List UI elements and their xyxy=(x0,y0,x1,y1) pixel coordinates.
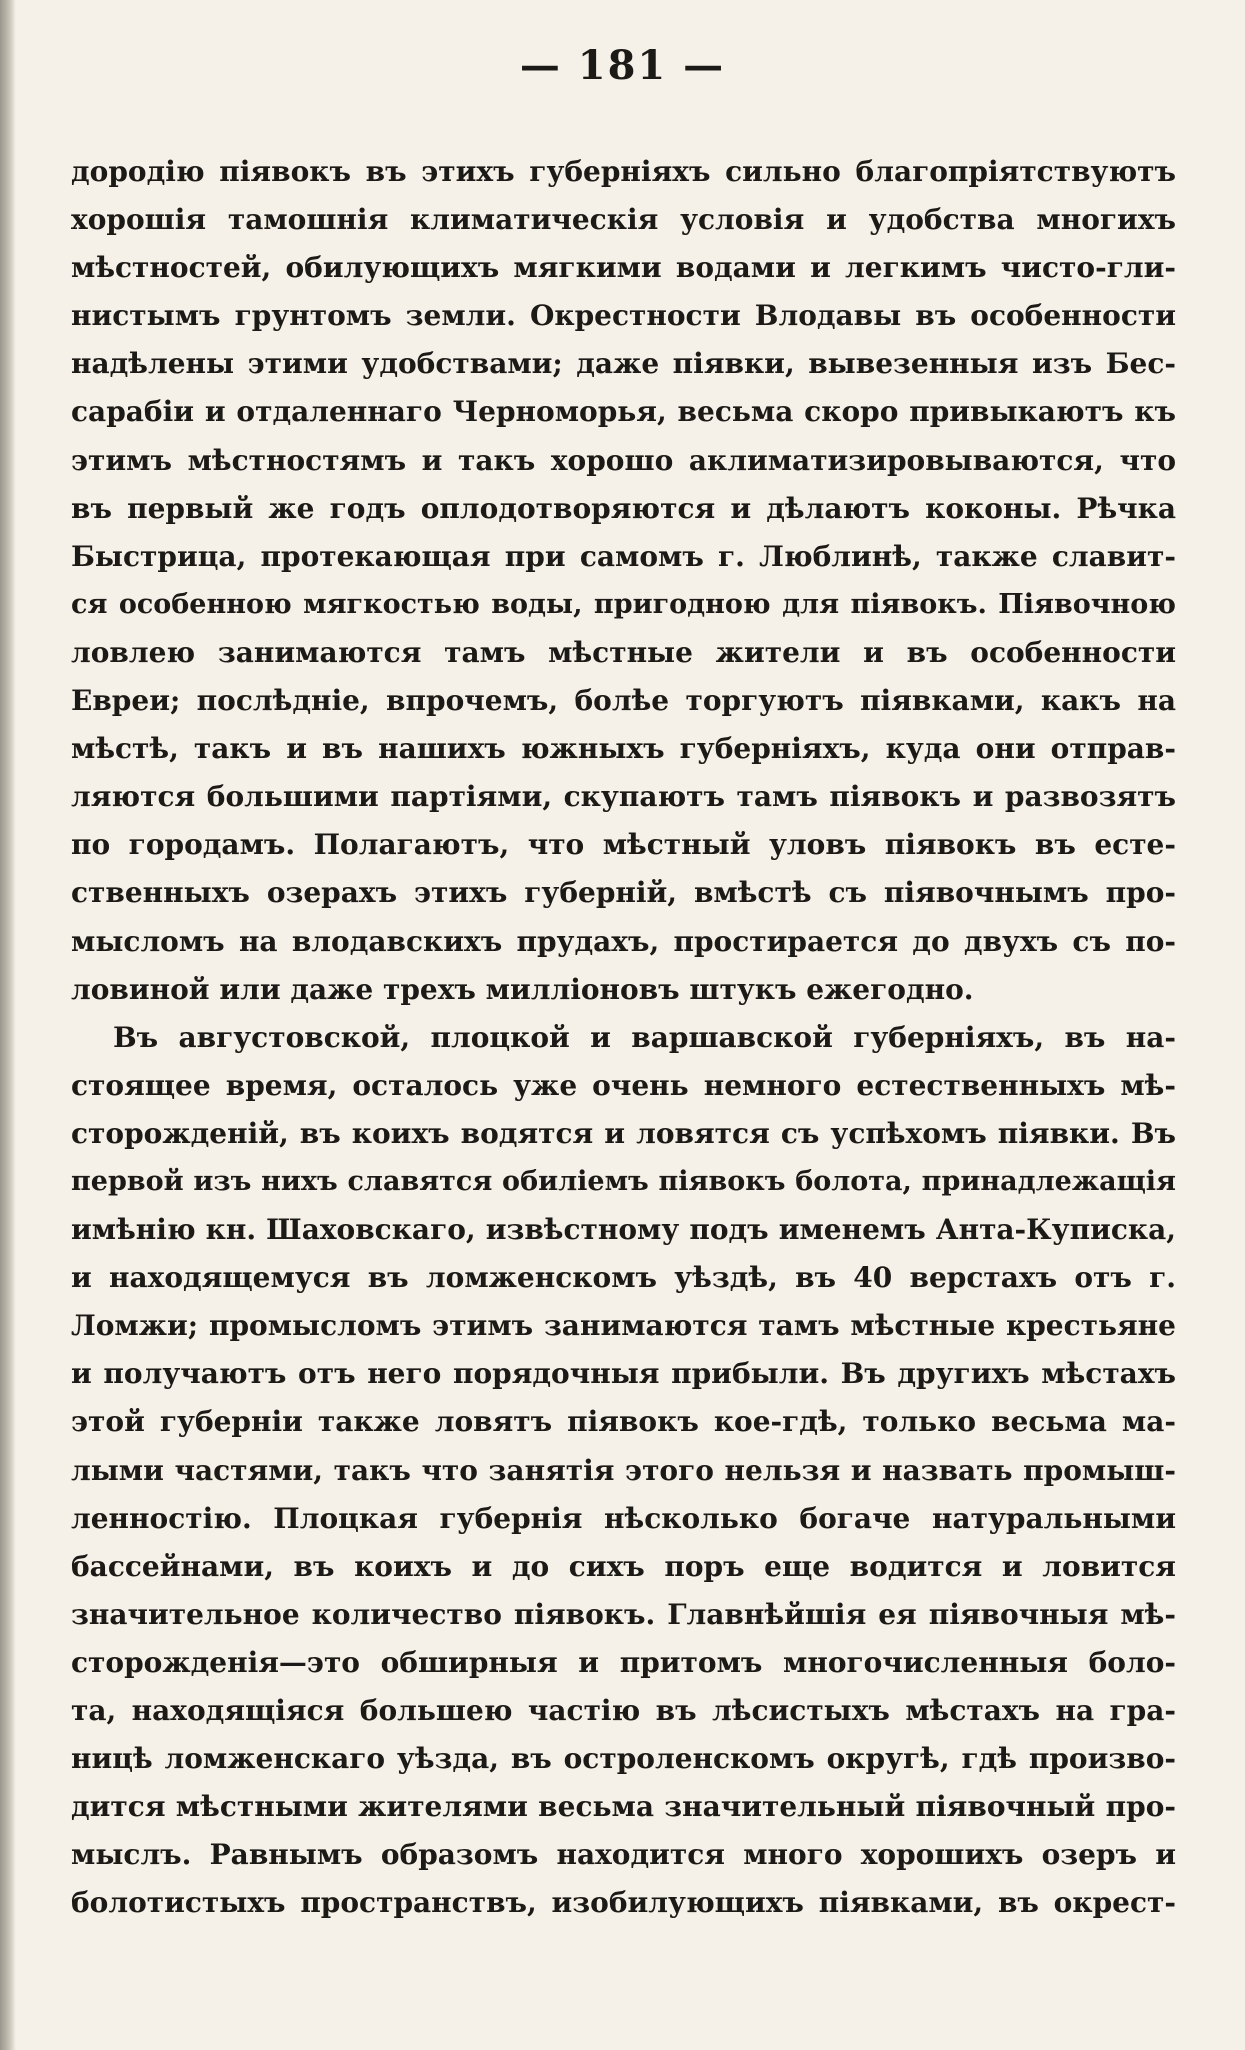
text-line: имѣнію кн. Шаховскаго, извѣстному подъ именемъ Анта-Куписка, xyxy=(71,1213,1176,1247)
text-line: бассейнами, въ коихъ и до сихъ поръ еще водится и ловится xyxy=(71,1549,1176,1583)
text-line: ловиной или даже трехъ милліоновъ штукъ ежегодно. xyxy=(71,972,974,1006)
text-line: лыми частями, такъ что занятія этого нельзя и назвать промыш- xyxy=(71,1453,1176,1487)
text-line: дится мѣстными жителями весьма значительный піявочный про- xyxy=(71,1790,1176,1824)
text-line: и находящемуся въ ломженскомъ уѣздѣ, въ 40 верстахъ отъ г. xyxy=(71,1261,1176,1295)
text-line: стоящее время, осталось уже очень немного естественныхъ мѣ- xyxy=(71,1068,1176,1102)
page-number: — 181 — xyxy=(519,42,726,89)
text-line: ловлею занимаются тамъ мѣстные жители и въ особенности xyxy=(71,635,1176,669)
text-line: сарабіи и отдаленнаго Черноморья, весьма скоро привыкаютъ къ xyxy=(71,395,1176,429)
page-body xyxy=(71,148,1176,1927)
text-line: ся особенною мягкостью воды, пригодною для піявокъ. Піявочною xyxy=(71,588,1176,620)
text-line: ляются большими партіями, скупаютъ тамъ піявокъ и развозятъ xyxy=(71,780,1176,814)
text-line: ственныхъ озерахъ этихъ губерній, вмѣстѣ съ піявочнымъ про- xyxy=(71,876,1176,910)
text-line: въ первый же годъ оплодотворяются и дѣлаютъ коконы. Рѣчка xyxy=(71,491,1176,525)
paragraph xyxy=(71,148,1176,1014)
text-line: мѣстностей, обилующихъ мягкими водами и легкимъ чисто-гли- xyxy=(71,251,1176,285)
text-line: мысломъ на влодавскихъ прудахъ, простирается до двухъ съ по- xyxy=(71,924,1176,958)
text-line: сторожденій, въ коихъ водятся и ловятся съ успѣхомъ піявки. Въ xyxy=(71,1116,1176,1150)
text-line: сторожденія—это обширныя и притомъ многочисленныя боло- xyxy=(71,1645,1176,1679)
text-line: значительное количество піявокъ. Главнѣйшія ея піявочныя мѣ- xyxy=(71,1597,1176,1631)
text-line: болотистыхъ пространствъ, изобилующихъ піявками, въ окрест- xyxy=(71,1886,1176,1920)
paragraph xyxy=(71,1014,1176,1928)
text-line: Ломжи; промысломъ этимъ занимаются тамъ мѣстные крестьяне xyxy=(71,1309,1176,1343)
text-line: та, находящіяся большею частію въ лѣсистыхъ мѣстахъ на гра- xyxy=(71,1694,1176,1727)
text-line: нистымъ грунтомъ земли. Окрестности Влодавы въ особенности xyxy=(71,299,1176,333)
text-line: мѣстѣ, такъ и въ нашихъ южныхъ губерніяхъ, куда они отправ- xyxy=(71,732,1176,766)
text-line: ницѣ ломженскаго уѣзда, въ остроленскомъ округѣ, гдѣ произво- xyxy=(71,1742,1176,1776)
text-line: этой губерніи также ловятъ піявокъ кое-гдѣ, только весьма ма- xyxy=(71,1405,1176,1439)
text-line: первой изъ нихъ славятся обиліемъ піявокъ болота, принадлежащія xyxy=(71,1165,1176,1197)
text-line: дородію піявокъ въ этихъ губерніяхъ сильно благопріятствуютъ xyxy=(71,155,1176,188)
text-line: хорошія тамошнія климатическія условія и удобства многихъ xyxy=(71,203,1176,237)
text-line: этимъ мѣстностямъ и такъ хорошо аклиматизировываются, что xyxy=(71,443,1176,477)
text-line: и получаютъ отъ него порядочныя прибыли. Въ другихъ мѣстахъ xyxy=(71,1357,1176,1391)
text-line: по городамъ. Полагаютъ, что мѣстный уловъ піявокъ въ есте- xyxy=(71,828,1176,862)
text-line: Евреи; послѣдніе, впрочемъ, болѣе торгуютъ піявками, какъ на xyxy=(71,684,1176,718)
text-line: Быстрица, протекающая при самомъ г. Люблинѣ, также славит- xyxy=(71,539,1176,573)
text-line: мыслъ. Равнымъ образомъ находится много хорошихъ озеръ и xyxy=(71,1838,1176,1872)
text-line: Въ августовской, плоцкой и варшавской губерніяхъ, въ на- xyxy=(113,1020,1176,1054)
text-line: ленностію. Плоцкая губернія нѣсколько богаче натуральными xyxy=(71,1501,1176,1535)
text-line: надѣлены этими удобствами; даже піявки, вывезенныя изъ Бес- xyxy=(71,347,1176,381)
